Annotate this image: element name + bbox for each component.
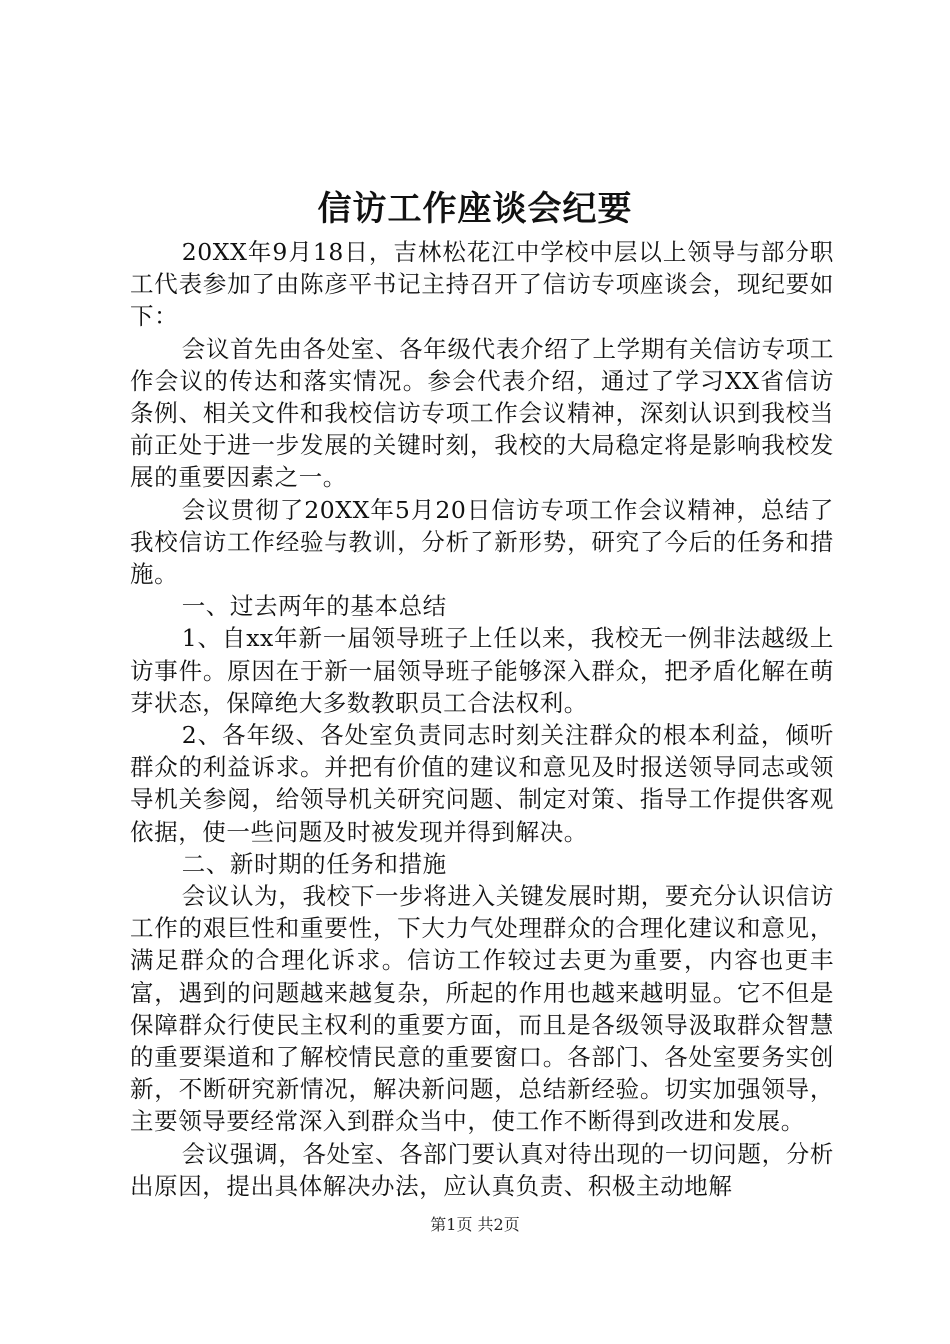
paragraph-tasks-detail: 会议认为，我校下一步将进入关键发展时期，要充分认识信访工作的艰巨性和重要性，下大力气处理群众的合理化建议和意见，满足群众的合理化诉求。信访工作较过去更为重要，内容也更丰富，遇到的问题越来越复杂，所起的作用也越来越明显。它不但是保障群众行使民主权利的重要方面，而且是各级领导汲取群众智慧的重要渠道和了解校情民意的重要窗口。各部门、各处室要务实创新，不断研究新情况，解决新问题，总结新经验。切实加强领导，主要领导要经常深入到群众当中，使工作不断得到改进和发展。 <box>130 882 834 1136</box>
paragraph-meeting-opening: 会议首先由各处室、各年级代表介绍了上学期有关信访专项工作会议的传达和落实情况。参会代表介绍，通过了学习XX省信访条例、相关文件和我校信访专项工作会议精神，深刻认识到我校当前正处于进一步发展的关键时刻，我校的大局稳定将是影响我校发展的重要因素之一。 <box>130 334 834 492</box>
paragraph-meeting-implementation: 会议贯彻了20XX年5月20日信访专项工作会议精神，总结了我校信访工作经验与教训，分析了新形势，研究了今后的任务和措施。 <box>130 495 834 589</box>
paragraph-intro: 20XX年9月18日，吉林松花江中学校中层以上领导与部分职工代表参加了由陈彦平书记主持召开了信访专项座谈会，现纪要如下： <box>130 238 834 331</box>
document-title: 信访工作座谈会纪要 <box>317 189 633 229</box>
section-heading-summary: 一、过去两年的基本总结 <box>181 592 447 621</box>
document-body <box>130 236 834 1202</box>
paragraph-summary-item-1: 1、自xx年新一届领导班子上任以来，我校无一例非法越级上访事件。原因在于新一届领导班子能够深入群众，把矛盾化解在萌芽状态，保障绝大多数教职员工合法权利。 <box>130 624 834 717</box>
paragraph-emphasis: 会议强调，各处室、各部门要认真对待出现的一切问题，分析出原因，提出具体解决办法，应认真负责、积极主动地解 <box>130 1139 834 1200</box>
paragraph-summary-item-2: 2、各年级、各处室负责同志时刻关注群众的根本利益，倾听群众的利益诉求。并把有价值的建议和意见及时报送领导同志或领导机关参阅，给领导机关研究问题、制定对策、指导工作提供客观依据，使一些问题及时被发现并得到解决。 <box>130 721 834 846</box>
page-footer: 第1页 共2页 <box>430 1215 520 1234</box>
section-heading-tasks: 二、新时期的任务和措施 <box>181 849 447 878</box>
